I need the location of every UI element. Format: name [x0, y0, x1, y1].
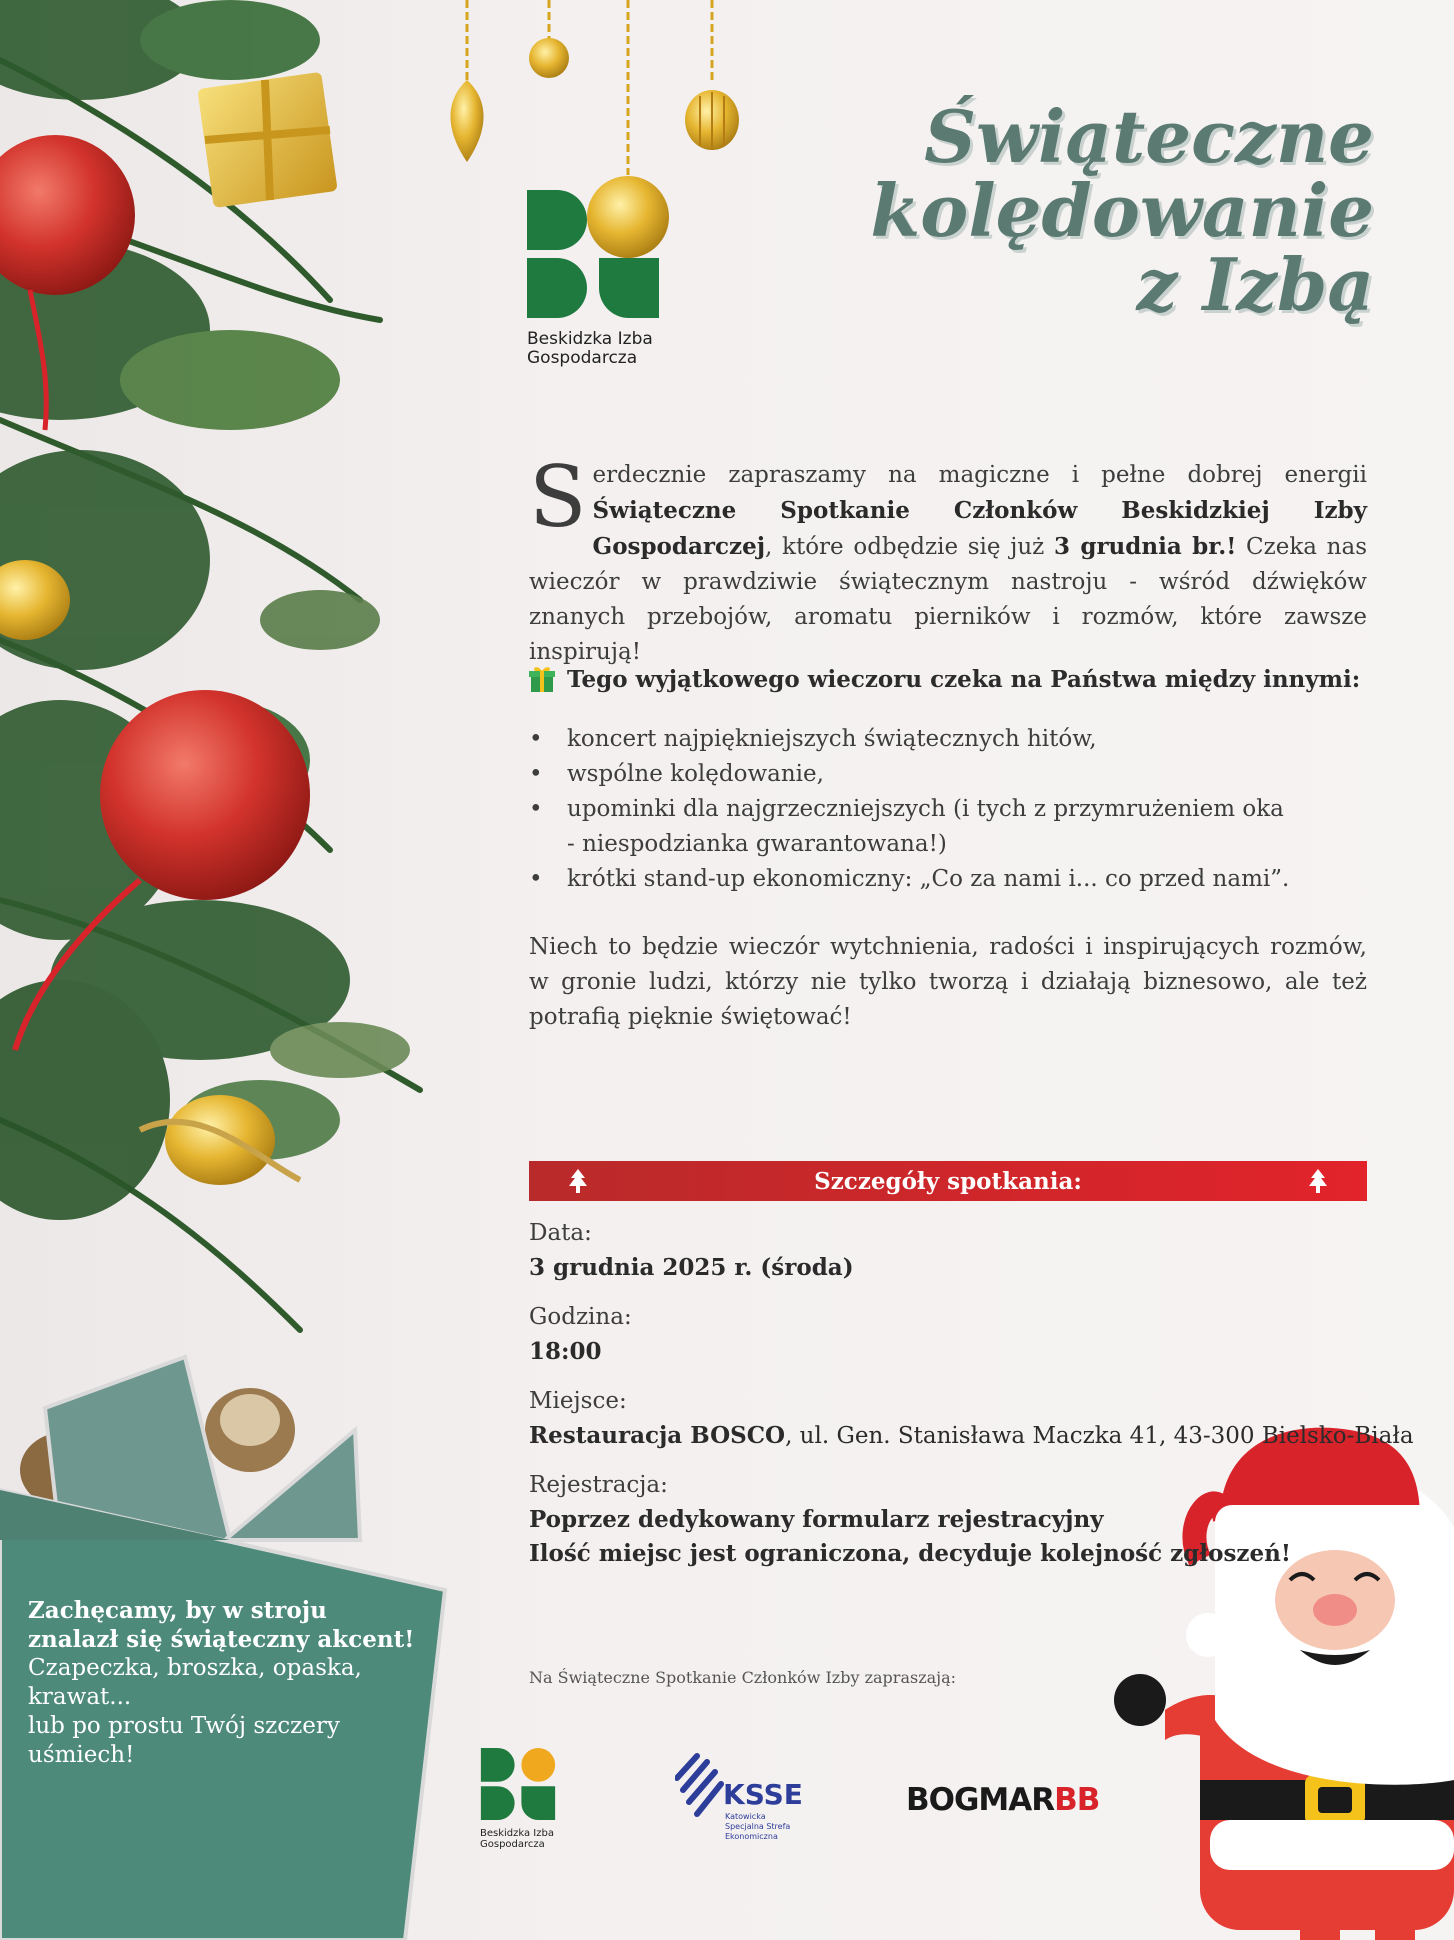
- offer-title-text: Tego wyjątkowego wieczoru czeka na Państwa między innymi:: [567, 665, 1361, 693]
- place-value: [529, 1422, 1414, 1449]
- logo-line1: Beskidzka Izba: [527, 329, 653, 349]
- headline: [870, 94, 1374, 327]
- time-label: Godzina:: [529, 1304, 632, 1330]
- ksse-sub-2: Specjalna Strefa: [725, 1822, 791, 1831]
- bogmar-bb: BB: [1054, 1782, 1100, 1818]
- promo-line-3: lub po prostu Twój szczery: [28, 1713, 340, 1739]
- intro-text-2: , które odbędzie się już: [765, 534, 1054, 560]
- details-title: Szczegóły spotkania:: [814, 1167, 1082, 1195]
- invite-note: Na Świąteczne Spotkanie Członków Izby zapraszają:: [529, 1668, 957, 1687]
- registration-label: Rejestracja:: [529, 1472, 668, 1498]
- org-logo: [527, 190, 659, 368]
- partner-logo-bogmar: [906, 1782, 1099, 1818]
- intro-text-3: Czeka nas wieczór w prawdziwie świątecznym nastroju - wśród dźwięków znanych przebojów, aromatu pierników i rozmów, które zawsze inspirują!: [529, 534, 1367, 665]
- details-header-bar: [529, 1161, 1367, 1201]
- gold-gift-box: [197, 72, 337, 208]
- gift-icon: [529, 664, 555, 694]
- logo-line2: Gospodarcza: [527, 348, 638, 368]
- ksse-stripes-icon: [675, 1752, 725, 1822]
- promo-line-2: krawat...: [28, 1684, 132, 1710]
- registration-link[interactable]: Poprzez dedykowany formularz rejestracyjny: [529, 1506, 1104, 1533]
- ksse-sub-1: Katowicka: [725, 1812, 766, 1821]
- intro-bold-date: 3 grudnia br.!: [1053, 533, 1237, 560]
- offer-list: [529, 722, 1369, 897]
- partner-logo-big: [480, 1748, 556, 1850]
- list-item: • krótki stand-up ekonomiczny: „Co za nami i... co przed nami”.: [529, 862, 1369, 897]
- partner-big-mark: [480, 1748, 556, 1820]
- bogmar-name: BOGMAR: [906, 1782, 1055, 1818]
- partner-logo-ksse: [675, 1752, 815, 1852]
- list-item: • koncert najpiękniejszych świątecznych hitów,: [529, 722, 1369, 757]
- closing-paragraph: Niech to będzie wieczór wytchnienia, radości i inspirujących rozmów, w gronie ludzi, którzy nie tylko tworzą i działają biznesowo, ale też potrafią pięknie świętować!: [529, 934, 1367, 1030]
- place-name: Restauracja BOSCO: [529, 1422, 786, 1449]
- partner-big-line2: Gospodarcza: [480, 1839, 545, 1850]
- ksse-sub-3: Ekonomiczna: [725, 1832, 778, 1841]
- headline-line1: Świąteczne: [924, 94, 1374, 179]
- headline-line2: kolędowanie: [870, 168, 1374, 253]
- offer-title: [529, 664, 1360, 694]
- dropcap: S: [529, 448, 587, 546]
- dress-code-promo: [28, 1596, 428, 1770]
- place-address: , ul. Gen. Stanisława Maczka 41, 43-300 Bielsko-Biała: [785, 1423, 1414, 1449]
- promo-line-1: Czapeczka, broszka, opaska,: [28, 1655, 362, 1681]
- headline-line3: z Izbą: [1136, 242, 1374, 327]
- logo-mark: [527, 190, 659, 318]
- list-item: • upominki dla najgrzeczniejszych (i tych z przymrużeniem oka: [529, 792, 1369, 827]
- list-item-continuation: - niespodzianka gwarantowana!): [567, 831, 947, 857]
- santa-illustration: [1114, 1428, 1454, 1940]
- intro-bold-event: Świąteczne Spotkanie Członków Beskidzkiej Izby Gospodarczej: [592, 497, 1367, 560]
- promo-bold-2: znalazł się świąteczny akcent!: [28, 1626, 415, 1653]
- time-value: 18:00: [529, 1338, 602, 1365]
- tree-icon-left: [566, 1169, 590, 1195]
- date-label: Data:: [529, 1220, 592, 1246]
- promo-line-4: uśmiech!: [28, 1742, 135, 1768]
- intro-paragraph: [529, 448, 1367, 670]
- registration-note: Ilość miejsc jest ograniczona, decyduje kolejność zgłoszeń!: [529, 1540, 1291, 1567]
- promo-bold-1: Zachęcamy, by w stroju: [28, 1597, 327, 1624]
- ksse-name: KSSE: [723, 1778, 803, 1811]
- partner-big-line1: Beskidzka Izba: [480, 1828, 554, 1839]
- list-item: • wspólne kolędowanie,: [529, 757, 1369, 792]
- tree-icon-right: [1306, 1169, 1330, 1195]
- intro-text-1: erdecznie zapraszamy na magiczne i pełne dobrej energii: [592, 462, 1367, 488]
- place-label: Miejsce:: [529, 1388, 627, 1414]
- date-value: 3 grudnia 2025 r. (środa): [529, 1254, 854, 1281]
